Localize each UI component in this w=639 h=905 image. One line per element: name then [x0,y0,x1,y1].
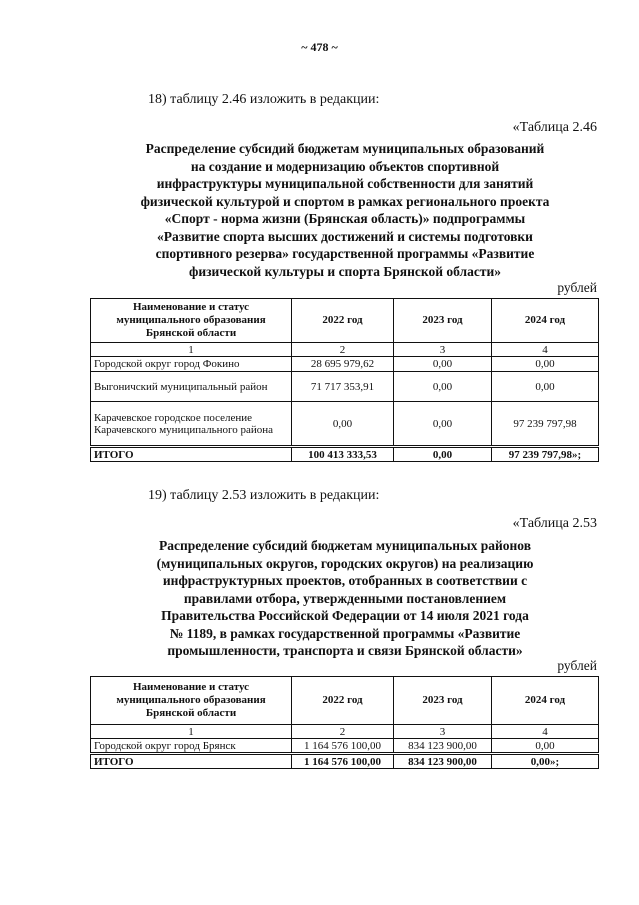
row-value-cell: 0,00 [492,357,599,372]
section19-title-line: № 1189, в рамках государственной программы «Развитие [169,625,521,641]
row-value-cell: 1 164 576 100,00 [292,739,394,754]
page-number: ~ 478 ~ [301,40,338,54]
number-cell: 3 [394,725,492,739]
total-value-cell: 100 413 333,53 [292,447,394,462]
number-cell: 4 [492,725,599,739]
table-total-row [91,447,599,462]
total-value-cell: 1 164 576 100,00 [292,754,394,769]
section18-table [90,298,599,462]
number-cell: 1 [91,343,292,357]
header-cell-2023: 2023 год [394,677,492,725]
section18-title-line: Распределение субсидий бюджетам муниципальных образований [145,141,545,156]
total-value-cell: 0,00 [394,447,492,462]
row-value-cell: 71 717 353,91 [292,372,394,402]
table-number-row [91,725,599,739]
header-cell-name [91,299,292,343]
table-total-row [91,754,599,769]
table-row [91,739,599,754]
row-name-cell: Выгоничский муниципальный район [91,372,292,402]
row-value-cell: 0,00 [394,357,492,372]
section18-unit: рублей [557,280,597,295]
table-header-row [91,299,599,343]
header-cell-2022: 2022 год [292,677,394,725]
section18-title-line: на создание и модернизацию объектов спортивной [190,158,500,174]
section19-unit: рублей [557,658,597,673]
section18-title-line: «Спорт - норма жизни (Брянская область)» подпрограммы [164,211,526,226]
section19-intro: 19) таблицу 2.53 изложить в редакции: [148,488,380,503]
row-value-cell: 0,00 [394,402,492,447]
row-value-cell: 97 239 797,98 [492,402,599,447]
section18-table-ref: «Таблица 2.46 [512,120,597,135]
header-name-text: Наименование и статус муниципального образования Брянской области [116,681,266,719]
header-name-text: Наименование и статус муниципального образования Брянской области [116,301,266,339]
section19-table-ref: «Таблица 2.53 [512,516,597,531]
number-cell: 2 [292,343,394,357]
section18-intro: 18) таблицу 2.46 изложить в редакции: [148,92,380,107]
row-name-cell: Карачевское городское поселение Карачевского муниципального района [91,402,292,447]
table-row [91,372,599,402]
section19-title-line: инфраструктурных проектов, отобранных в соответствии с [162,573,528,588]
row-value-cell: 834 123 900,00 [394,739,492,754]
header-cell-name [91,677,292,725]
row-name-cell: Городской округ город Брянск [91,739,292,754]
total-value-cell: 0,00»; [492,754,599,769]
section18-title-line: спортивного резерва» государственной программы «Развитие [155,246,535,261]
number-cell: 4 [492,343,599,357]
section19-title-line: промышленности, транспорта и связи Брянской области» [167,643,523,658]
section19-title-line: (муниципальных округов, городских округов) на реализацию [156,555,534,571]
row-value-cell: 28 695 979,62 [292,357,394,372]
section18-title [90,140,600,280]
section19-title-line: Правительства Российской Федерации от 14 июля 2021 года [161,608,529,623]
row-name-cell: Городской округ город Фокино [91,357,292,372]
header-cell-2023: 2023 год [394,299,492,343]
section18-title-line: «Развитие спорта высших достижений и системы подготовки [157,228,533,244]
table-row [91,402,599,447]
row-value-cell: 0,00 [492,372,599,402]
total-value-cell: 97 239 797,98»; [492,447,599,462]
row-value-cell: 0,00 [292,402,394,447]
section19-table [90,676,599,769]
number-cell: 1 [91,725,292,739]
row-value-cell: 0,00 [394,372,492,402]
number-cell: 3 [394,343,492,357]
section18-title-line: инфраструктуры муниципальной собственности для занятий [156,176,534,191]
section19-title [90,537,600,660]
row-value-cell: 0,00 [492,739,599,754]
table-number-row [91,343,599,357]
total-label-cell: ИТОГО [91,447,292,462]
header-cell-2024: 2024 год [492,299,599,343]
number-cell: 2 [292,725,394,739]
table-row [91,357,599,372]
section18-title-line: физической культурой и спортом в рамках регионального проекта [140,193,550,209]
total-value-cell: 834 123 900,00 [394,754,492,769]
section18-title-line: физической культуры и спорта Брянской области» [189,263,501,279]
table-header-row [91,677,599,725]
section19-title-line: правилами отбора, утвержденными постановлением [183,590,507,606]
header-cell-2024: 2024 год [492,677,599,725]
section19-title-line: Распределение субсидий бюджетам муниципальных районов [158,538,532,553]
total-label-cell: ИТОГО [91,754,292,769]
header-cell-2022: 2022 год [292,299,394,343]
